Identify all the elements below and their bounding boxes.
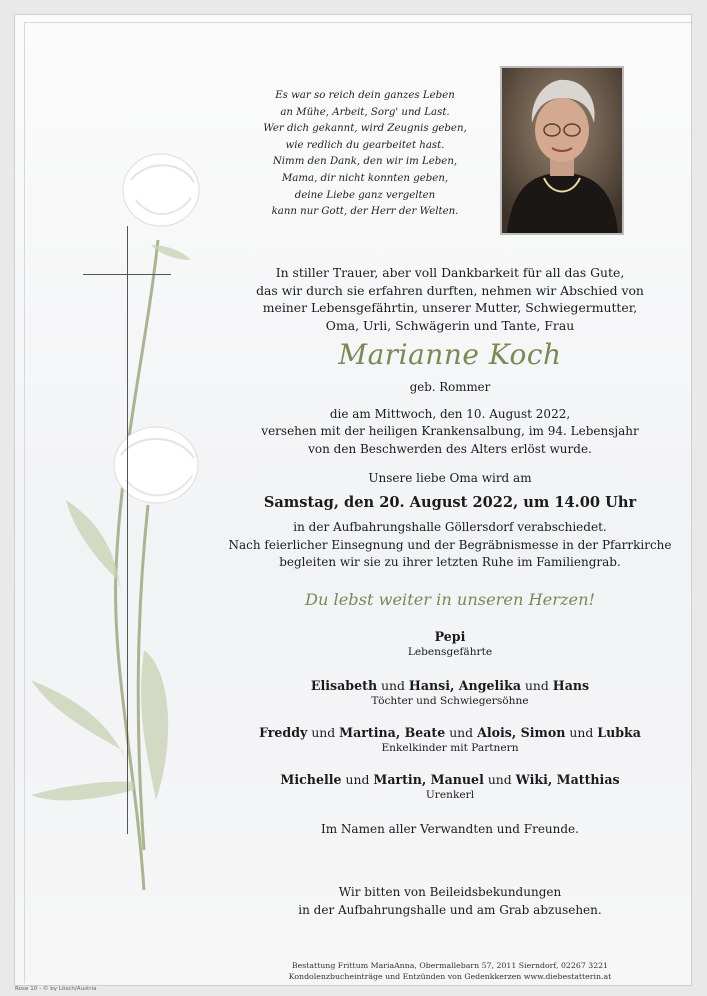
funeral-home-footer [220, 961, 680, 982]
footer-line: Kondolenzbucheinträge und Entzünden von Gedenkkerzen www.diebestatterin.at [288, 971, 612, 981]
conjunction: und [449, 725, 474, 740]
family-name: Wiki, Matthias [515, 772, 620, 787]
request-line: in der Aufbahrungshalle und am Grab abzusehen. [298, 902, 602, 917]
poem-line: kann nur Gott, der Herr der Welten. [271, 206, 459, 218]
funeral-date: Samstag, den 20. August 2022, um 14.00 Uhr [263, 494, 637, 511]
family-group [220, 725, 680, 754]
funeral-info-line: Nach feierlicher Einsegnung und der Begräbnismesse in der Pfarrkirche [228, 537, 672, 552]
intro-line: Oma, Urli, Schwägerin und Tante, Frau [325, 317, 575, 333]
funeral-info-line: in der Aufbahrungshalle Göllersdorf verabschiedet. [293, 520, 607, 534]
family-name: Martin, Manuel [373, 772, 484, 787]
deceased-name: Marianne Koch [338, 338, 562, 371]
death-line: die am Mittwoch, den 10. August 2022, [329, 407, 571, 421]
funeral-info [220, 519, 680, 572]
conjunction: und [311, 725, 336, 740]
poem-line: Es war so reich dein ganzes Leben [275, 90, 455, 101]
conjunction: und [524, 678, 549, 693]
poem-line: Mama, dir nicht konnten geben, [281, 172, 449, 184]
maiden-name: geb. Rommer [409, 380, 491, 394]
poem-line: Nimm den Dank, den wir im Leben, [272, 156, 458, 168]
request-line: Wir bitten von Beileidsbekundungen [338, 885, 562, 899]
family-name: Martina, Beate [339, 725, 446, 740]
funeral-info-line: begleiten wir sie zu ihrer letzten Ruhe im Familiengrab. [279, 555, 621, 570]
image-credit: Rose 10 - © by Lösch/Austria [15, 986, 97, 992]
family-group [220, 772, 680, 801]
portrait-photo [500, 66, 624, 235]
family-name: Lubka [597, 725, 641, 740]
death-text [220, 406, 680, 458]
intro-text [220, 264, 680, 334]
poem [210, 88, 520, 221]
family-role: Lebensgefährte [407, 646, 493, 658]
family-role: Urenkerl [425, 789, 475, 801]
family-name: Alois, Simon [477, 725, 566, 740]
family-name: Freddy [259, 725, 308, 740]
conjunction: und [345, 772, 370, 787]
poem-line: an Mühe, Arbeit, Sorg' und Last. [280, 106, 450, 118]
intro-line: In stiller Trauer, aber voll Dankbarkeit für all das Gute, [275, 265, 625, 280]
oma-line: Unsere liebe Oma wird am [368, 471, 532, 485]
cross-icon [127, 226, 128, 834]
condolence-request [220, 884, 680, 919]
conjunction: und [569, 725, 594, 740]
family-name: Michelle [280, 772, 342, 787]
cross-bar [83, 274, 171, 275]
family-role: Töchter und Schwiegersöhne [371, 695, 529, 707]
family-name: Hans [552, 678, 590, 693]
intro-line: das wir durch sie erfahren durften, nehmen wir Abschied von [256, 282, 644, 298]
death-line: von den Beschwerden des Alters erlöst wurde. [308, 441, 592, 456]
motto: Du lebst weiter in unseren Herzen! [304, 590, 596, 609]
white-roses-image [26, 150, 216, 910]
poem-line: Wer dich gekannt, wird Zeugnis geben, [263, 123, 467, 135]
conjunction: und [381, 678, 405, 693]
death-line: versehen mit der heiligen Krankensalbung, im 94. Lebensjahr [261, 424, 639, 439]
family-name: Hansi, Angelika [408, 678, 521, 693]
footer-line: Bestattung Frittum MariaAnna, Obermallebarn 57, 2011 Sierndorf, 02267 3221 [291, 961, 609, 970]
poem-line: deine Liebe ganz vergelten [294, 189, 436, 201]
family-group [220, 678, 680, 707]
family-name: Pepi [434, 629, 466, 644]
conjunction: und [487, 772, 512, 787]
all-relatives: Im Namen aller Verwandten und Freunde. [321, 822, 579, 836]
intro-line: meiner Lebensgefährtin, unserer Mutter, Schwiegermutter, [262, 300, 638, 316]
poem-line: wie redlich du gearbeitet hast. [285, 139, 445, 151]
family-group [220, 629, 680, 658]
family-role: Enkelkinder mit Partnern [381, 742, 519, 754]
family-name: Elisabeth [310, 678, 378, 693]
